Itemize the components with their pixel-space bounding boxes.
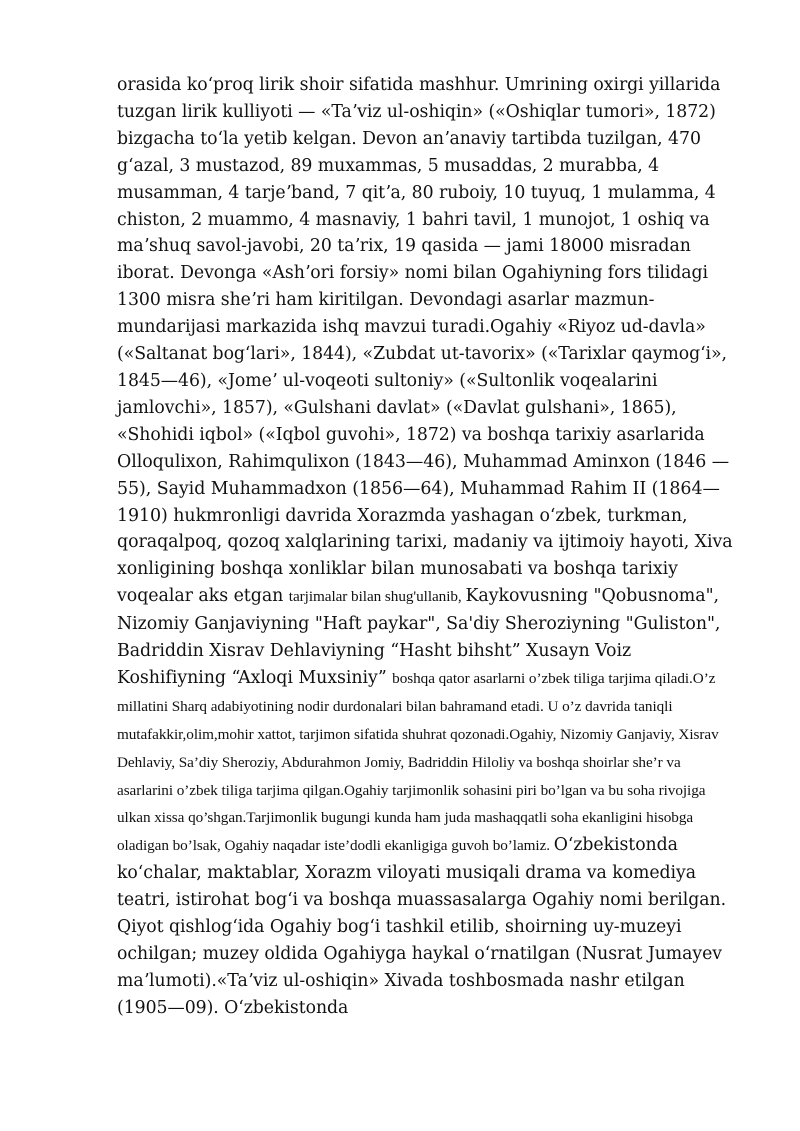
document-page — [117, 72, 737, 1022]
text-segment-memorials: Oʻzbekistonda koʻchalar, maktablar, Xorazm viloyati musiqali drama va komediya teatri, istirohat bogʻi va boshqa muassasalarga Ogahiy nomi berilgan. Qiyot qishlogʻida Ogahiy bogʻi tashkil etilib, shoirning uy-muzeyi ochilgan; muzey oldida Ogahiyga haykal oʻrnatilgan (Nusrat Jumayev maʼlumoti).«Taʼviz ul-oshiqin» Xivada toshbosmada nashr etilgan (1905—09). Oʻzbekistonda — [117, 835, 727, 1018]
text-segment-translated-works: Kaykovusning "Qobusnoma", Nizomiy Ganjaviyning "Haft paykar", Sa'diy Sheroziyning "Guliston", Badriddin Xisrav Dehlaviyning “Hasht bihsht” Xusayn Voiz Koshifiyning “Axloqi Muxsiniy” — [117, 586, 721, 688]
text-segment-translations-intro: tarjimalar bilan shug'ullanib, — [288, 588, 466, 606]
text-segment-devon: orasida koʻproq lirik shoir sifatida mashhur. Umrining oxirgi yillarida tuzgan lirik kulliyoti — «Taʼviz ul-oshiqin» («Oshiqlar tumori», 1872) bizgacha toʻla yetib kelgan. Devon anʼanaviy tartibda tuzilgan, 470 gʻazal, 3 mustazod, 89 muxammas, 5 musaddas, 2 murabba, 4 musamman, 4 tarjeʼband, 7 qitʼa, 80 ruboiy, 10 tuyuq, 1 mulamma, 4 chiston, 2 muammo, 4 masnaviy, 1 bahri tavil, 1 munojot, 1 oshiq va maʼshuq savol-javobi, 20 taʼrix, 19 qasida — jami 18000 misradan iborat. Devonga «Ashʼori forsiy» nomi bilan Ogahiyning fors tilidagi 1300 misra sheʼri ham kiritilgan. Devondagi asarlar mazmun-mundarijasi markazida ishq mavzui turadi.Ogahiy «Riyoz ud-davla» («Saltanat bogʻlari», 1844), «Zubdat ut-tavorix» («Tarixlar qaymogʻi», 1845—46), «Jomeʼ ul-voqeoti sultoniy» («Sultonlik voqealarini jamlovchi», 1857), «Gulshani davlat» («Davlat gulshani», 1865), «Shohidi iqbol» («Iqbol guvohi», 1872) va boshqa tarixiy asarlarida — [117, 75, 728, 445]
body-paragraph — [117, 72, 737, 1022]
text-segment-translator-legacy: boshqa qator asarlarni o’zbek tiliga tarjima qiladi.O’z millatini Sharq adabiyotining nodir durdonalari bilan bahramand etadi. U o’z davrida taniqli mutafakkir,olim,mohir xattot, tarjimon sifatida shuhrat qozonadi.Ogahiy, Nizomiy Ganjaviy, Xisrav Dehlaviy, Sa’diy Sheroziy, Abdurahmon Jomiy, Badriddin Hiloliy va boshqa shoirlar she’r va asarlarini o’zbek tiliga tarjima qilgan.Ogahiy tarjimonlik sohasini piri bo’lgan va bu soha rivojiga ulkan xissa qo’shgan.Tarjimonlik bugungi kunda ham juda mashaqqatli soha ekanligini hisobga oladigan bo’lsak, Ogahiy naqadar iste’dodli ekanligiga guvoh bo’lamiz. — [117, 669, 719, 855]
text-segment-rulers: Olloqulixon, Rahimqulixon (1843—46), Muhammad Aminxon (1846 —55), Sayid Muhammadxon (1856—64), Muhammad Rahim II (1864—1910) hukmronligi davrida Xorazmda yashagan oʻzbek, turkman, qoraqalpoq, qozoq xalqlarining tarixi, madaniy va ijtimoiy hayoti, Xiva xonligining boshqa xonliklar bilan munosabati va boshqa tarixiy voqealar aks etgan — [117, 451, 733, 607]
